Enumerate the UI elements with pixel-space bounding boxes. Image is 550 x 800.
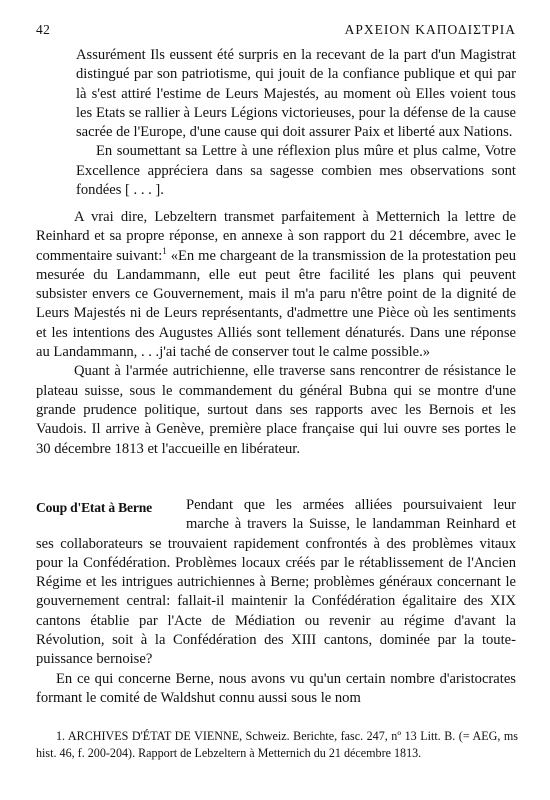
block-quote: [76, 46, 516, 200]
footnote-text: 1. ARCHIVES D'ÉTAT DE VIENNE, Schweiz. Berichte, fasc. 247, nº 13 Litt. B. (= AEG, ms hist. 46, f. 200-204). Rapport de Lebzeltern à Metternich du 21 décembre 1813.: [36, 729, 518, 760]
footnote: [36, 728, 518, 761]
body-text-part2: [36, 496, 516, 708]
quote-paragraph-1: Assurément Ils eussent été surpris en la recevant de la part d'un Magistrat distingué par son patriotisme, qui jouit de la confiance publique et qui par là s'est attiré l'estime de Leurs Majestés, au moment où Elles voient tous les Etats se rallier à Leurs Légions victorieuses, pour la défense de la cause sacrée de l'Europe, d'une cause qui doit assurer Paix et liberté aux Nations.: [76, 47, 516, 141]
section-side-heading: Coup d'Etat à Berne: [36, 500, 152, 515]
page-number: 42: [36, 22, 51, 37]
body-text-part1: [36, 208, 516, 459]
body-paragraph-2: Quant à l'armée autrichienne, elle traverse sans rencontrer de résistance le plateau suisse, sous le commandement du général Bubna qui se montre d'une grande prudence politique, surtout dans ses rapports avec les Bernois et les Vaudois. Il arrive à Genève, première place française qui lui ouvre ses portes le 30 décembre 1813 et l'accueille en libérateur.: [36, 363, 516, 457]
quote-paragraph-2: En soumettant sa Lettre à une réflexion plus mûre et plus calme, Votre Excellence appréciera dans sa sagesse combien mes observations sont fondées [ . . . ].: [76, 143, 516, 199]
body-paragraph-1: [36, 208, 516, 362]
body-paragraph-1-text-b: «En me chargeant de la transmission de la protestation peu mesurée du Landammann, elle eut peut être facilité les plans qui peuvent subsister envers ce Gouvernement, mais il m'a paru n'être point de la dignité de Leurs Majestés ni de Leurs représentants, d'admettre une Pièce où les sentiments et les intentions des Augustes Alliés sont tellement dénaturés. Dans une réponse au Landammann, . . .j'ai taché de conserver tout le calme possible.»: [36, 247, 516, 361]
body-paragraph-1-text-a: A vrai dire, Lebzeltern transmet parfaitement à Metternich la lettre de Reinhard et sa propre réponse, en annexe à son rapport du 21 décembre, avec le commentaire suivant:: [36, 209, 516, 264]
side-heading-spacer: [36, 496, 186, 533]
footnote-reference-1[interactable]: 1: [162, 245, 167, 256]
section-paragraph-2: En ce qui concerne Berne, nous avons vu qu'un certain nombre d'aristocrates formant le comité de Waldshut connu aussi sous le nom: [36, 670, 516, 706]
section-paragraph-1: Pendant que les armées alliées poursuivaient leur marche à travers la Suisse, le landamman Reinhard et ses collaborateurs se trouvaient rapidement confrontés à des problèmes vitaux pour la Confédération. Problèmes locaux créés par le rétablissement de l'Ancien Régime et les intrigues autrichiennes à Berne; problèmes généraux concernant le gouvernement central: fallait-il maintenir la Confédération égalitaire des XIX cantons établie par l'Acte de Médiation ou revenir au régime d'avant la Révolution, soit à la Confédération des XIII cantons, dominée par la toute-puissance bernoise?: [36, 497, 516, 668]
running-title: ΑΡΧΕΙΟΝ ΚΑΠΟΔΙΣΤΡΙΑ: [344, 22, 516, 37]
